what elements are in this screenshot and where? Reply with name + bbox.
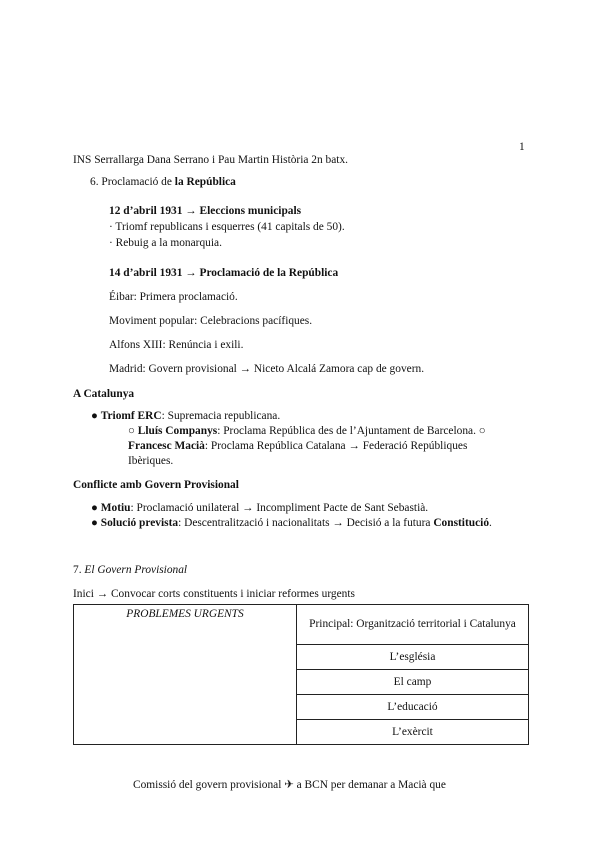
catalunya-sub-item-companys: ○ Lluís Companys: Proclama República des de l’Ajuntament de Barcelona. ○ [128, 425, 486, 437]
circle-bullet-icon: ○ [478, 425, 486, 437]
circle-bullet-icon: ○ [128, 425, 135, 437]
block2-line: Éibar: Primera proclamació. [109, 291, 238, 303]
catalunya-bullet-item: ● Triomf ERC: Supremacia republicana. [91, 410, 281, 422]
bullet-icon: ● [91, 410, 98, 422]
section-6-title-bold: la República [174, 176, 236, 188]
block2-heading: 14 d’abril 1931 → Proclamació de la República [109, 267, 339, 279]
table-row [74, 605, 529, 645]
section-6-title-prefix: 6. Proclamació de [90, 176, 175, 188]
block1-line: · Triomf republicans i esquerres (41 capitals de 50). [109, 221, 345, 233]
document-header: INS Serrallarga Dana Serrano i Pau Martin Història 2n batx. [73, 154, 348, 166]
conflicte-item-solucio: ● Solució prevista: Descentralització i nacionalitats → Decisió a la futura Constitució. [91, 517, 492, 529]
page-number: 1 [519, 141, 525, 153]
block2-line: Moviment popular: Celebracions pacífiques. [109, 315, 313, 327]
catalunya-heading: A Catalunya [73, 388, 135, 400]
block2-line: Alfons XIII: Renúncia i exili. [109, 339, 244, 351]
conflicte-heading: Conflicte amb Govern Provisional [73, 479, 239, 491]
table-left-header: PROBLEMES URGENTS [74, 605, 297, 745]
section-7-title: 7. El Govern Provisional [73, 564, 188, 576]
catalunya-sub-item-macia-cont: Ibèriques. [128, 455, 174, 467]
section-6-title [90, 175, 236, 189]
block2-line: Madrid: Govern provisional → Niceto Alcalá Zamora cap de govern. [109, 363, 425, 375]
section-7-intro: Inici → Convocar corts constituents i iniciar reformes urgents [73, 588, 355, 600]
bullet-icon: ● [91, 502, 98, 514]
problems-table [73, 604, 529, 745]
bullet-icon: ● [91, 517, 98, 529]
table-cell: L’educació [297, 695, 529, 720]
table-cell: L’exèrcit [297, 720, 529, 745]
conflicte-item-motiu: ● Motiu: Proclamació unilateral → Incompliment Pacte de Sant Sebastià. [91, 502, 429, 514]
block1-heading: 12 d’abril 1931 → Eleccions municipals [109, 205, 302, 217]
catalunya-sub-item-macia: Francesc Macià: Proclama República Catalana → Federació Repúbliques [128, 440, 468, 452]
table-cell: Principal: Organització territorial i Catalunya [297, 605, 529, 645]
table-cell: L’església [297, 645, 529, 670]
table-cell: El camp [297, 670, 529, 695]
section-7-footer: Comissió del govern provisional ✈ a BCN per demanar a Macià que [133, 779, 446, 791]
block1-line: · Rebuig a la monarquia. [109, 237, 222, 249]
